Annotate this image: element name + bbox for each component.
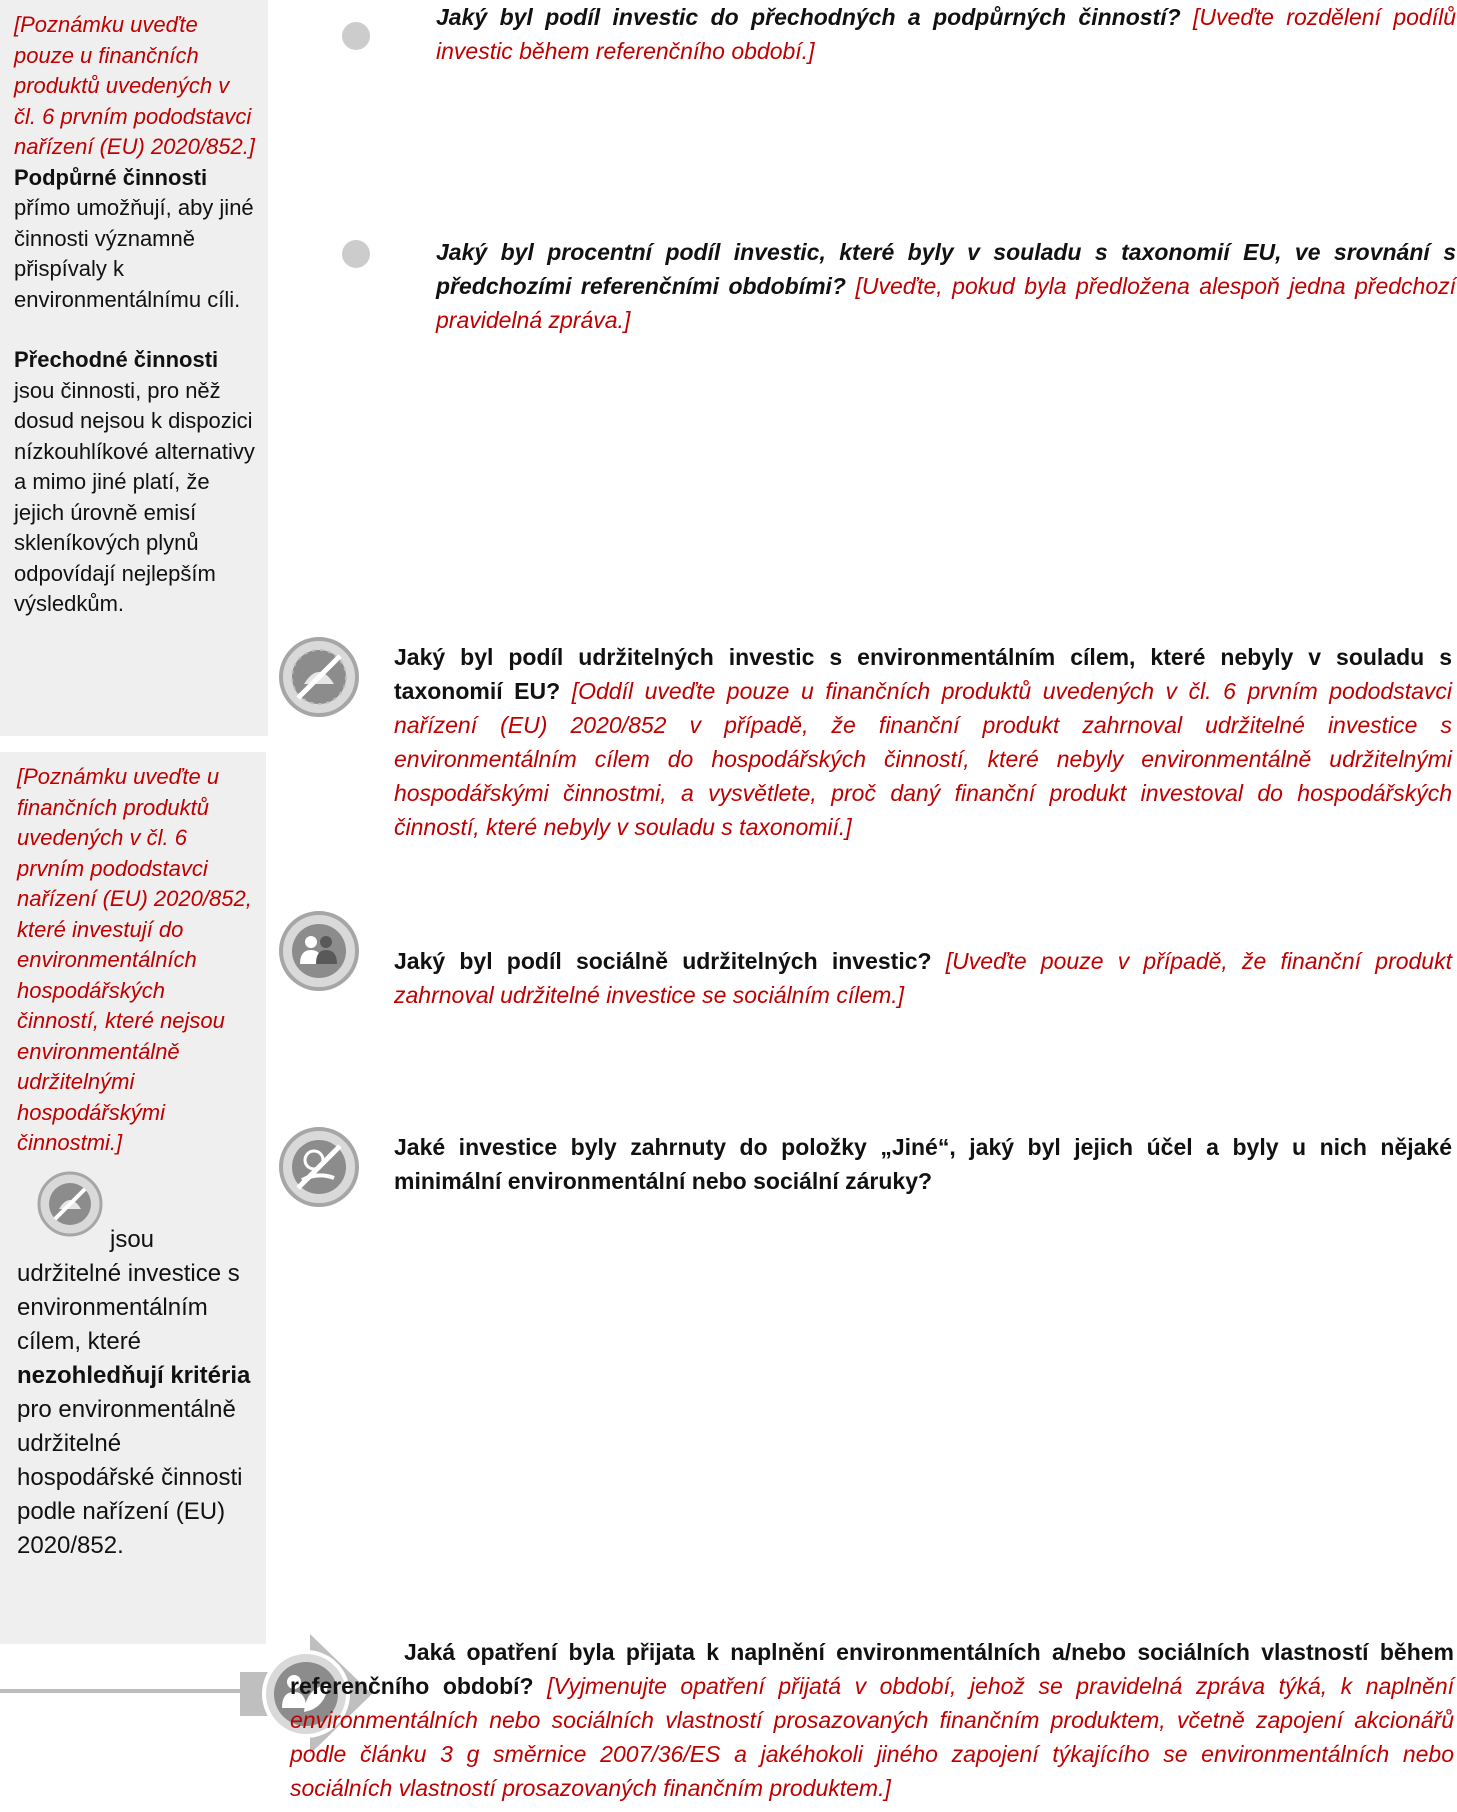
question-taxonomy-comparison (436, 235, 1456, 337)
sidebar-note: [Poznámku uveďte u finančních produktů uvedených v čl. 6 prvním pododstavci nařízení (EU) 2020/852, které investují do environmentálních hospodářských činností, které nejsou environmentálně udržitelnými hospodářskými činnostmi.] (17, 764, 252, 1155)
question-actions-taken (290, 1635, 1454, 1805)
other-investments-icon (278, 1126, 360, 1208)
transitional-activities-term: Přechodné činnosti (14, 347, 219, 372)
grey-bullet-icon (342, 22, 370, 50)
question-transitional-enabling (436, 0, 1456, 68)
enabling-activities-definition: přímo umožňují, aby jiné činnosti významně přispívaly k environmentálnímu cíli. (14, 195, 254, 312)
grey-bullet-icon (342, 240, 370, 268)
question-social-investments (394, 944, 1452, 1012)
question-text: Jaký byl procentní podíl investic, které byly v souladu s taxonomií EU, ve srovnání s předchozími referenčními obdobími? (436, 239, 1456, 299)
section-divider (0, 1689, 246, 1693)
sidebar-sustainable-box (0, 752, 266, 1644)
sidebar-definition-rest: pro environmentálně udržitelné hospodářské činnosti podle nařízení (EU) 2020/852. (17, 1395, 243, 1559)
non-taxonomy-sustainable-icon (278, 636, 360, 718)
question-text: Jaké investice byly zahrnuty do položky „Jiné“, jaký byl jejich účel a byly u nich nějaké minimální environmentální nebo sociální záruky? (394, 1134, 1452, 1194)
instruction-text: [Vyjmenujte opatření přijatá v období, jehož se pravidelná zpráva týká, k naplnění environmentálních nebo sociálních vlastností prosazovaných finančním produktem, včetně zapojení akcionářů podle článku 3 g směrnice 2007/36/ES a jakéhokoli jiného zapojení týkajícího se environmentálních nebo sociálních vlastností prosazovaných finančním produktem.] (290, 1673, 1455, 1801)
instruction-text: [Uveďte rozdělení podílů investic během referenčního období.] (436, 4, 1456, 64)
instruction-text: [Uveďte pouze v případě, že finanční produkt zahrnoval udržitelné investice se sociálním cílem.] (394, 948, 1452, 1008)
sidebar-definitions-box (0, 0, 268, 736)
sidebar-definition-bold: nezohledňují kritéria (17, 1361, 251, 1389)
question-other-investments (394, 1130, 1452, 1198)
question-text: Jaký byl podíl udržitelných investic s environmentálním cílem, které nebyly v souladu s taxonomií EU? (394, 644, 1452, 704)
enabling-activities-term: Podpůrné činnosti (14, 164, 208, 190)
question-text: Jaký byl podíl sociálně udržitelných investic? (394, 948, 932, 974)
question-non-taxonomy-env (394, 640, 1452, 844)
transitional-activities-definition: jsou činnosti, pro něž dosud nejsou k dispozici nízkouhlíkové alternativy a mimo jiné platí, že jejich úrovně emisí skleníkových plynů odpovídají nejlepším výsledkům. (14, 377, 255, 616)
instruction-text: [Uveďte, pokud byla předložena alespoň jedna předchozí pravidelná zpráva.] (436, 273, 1456, 333)
sidebar-note: [Poznámku uveďte pouze u finančních produktů uvedených v čl. 6 prvním pododstavci nařízení (EU) 2020/852.] (14, 12, 255, 159)
question-text: Jaký byl podíl investic do přechodných a podpůrných činností? (436, 4, 1181, 30)
sidebar-definition (17, 1171, 252, 1563)
question-text: Jaká opatření byla přijata k naplnění environmentálních a/nebo sociálních vlastností během referenčního období? (290, 1639, 1454, 1699)
social-investment-icon (278, 910, 360, 992)
instruction-text: [Oddíl uveďte pouze u finančních produktů uvedených v čl. 6 prvním pododstavci nařízení (EU) 2020/852 v případě, že finanční produkt zahrnoval udržitelné investice s environmentálním cílem do hospodářských činností, které nebyly environmentálně udržitelnými hospodářskými činnostmi, a vysvětlete, proč daný finanční produkt investoval do hospodářských činností, které nebyly v souladu s taxonomií.] (394, 678, 1453, 840)
sidebar-definition-text: jsou udržitelné investice s environmentálním cílem, které (17, 1225, 240, 1355)
